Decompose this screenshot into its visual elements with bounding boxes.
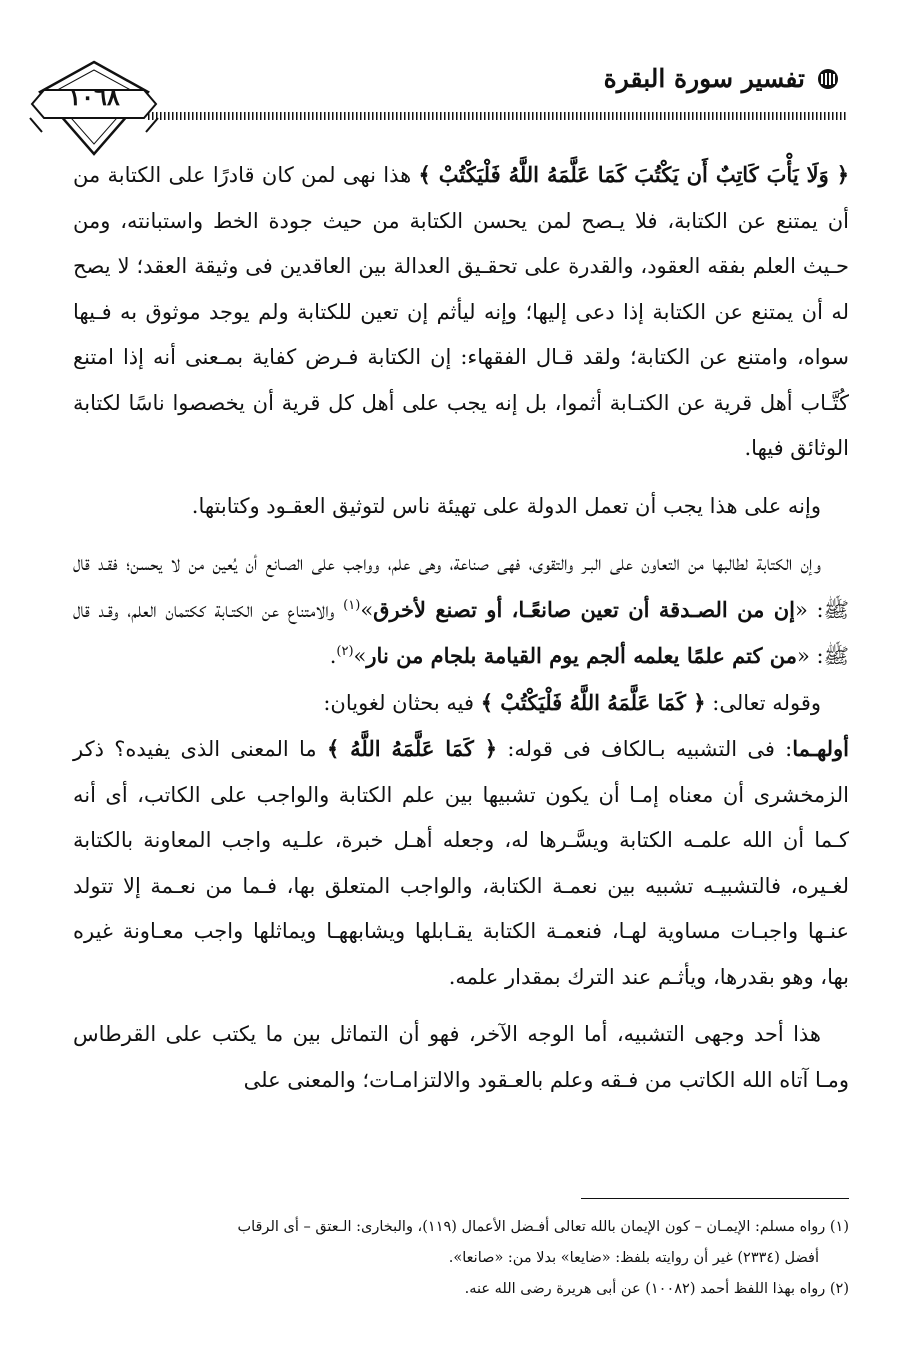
paragraph-text: . [329,644,337,668]
footnote-1: (١) رواه مسلم: الإيمـان – كون الإيمان بالله تعالى أفـضل الأعمال (١١٩)، والبخارى: الـعتق – أى الرقاب [237,1219,849,1235]
paragraph-text: هذا نهى لمن كان قادرًا على الكتابة من أن يمتنع عن الكتابة، فلا يـصح لمن يحسن الكتابة من حيث جودة الخط واستبانته، ومن حـيث العلم بفقه العقود، والقدرة على تحقـيق العدالة بين العاقدين فى وثيقة العقد؛ لا يصح له أن يمتنع عن الكتابة إذا دعى إليها؛ وإنه ليأثم إن تعين للكتابة ولم يوجد موثوق به فـيها سواه، وامتنع عن الكتابة؛ ولقد قـال الفقهاء: إن الكتابة فـرض كفاية بمـعنى أنه إذا امتنع كُتَّـاب أهل قرية عن الكتـابة أثموا، بل إنه يجب على أهل كل قرية أن يخصصوا ناسًا لكتابة الوثائق فيها. [73,163,849,460]
footnote-1-continued: أفضل (٢٣٣٤) غير أن روايته بلفظ: «ضايعا» بدلا من: «صانعا». [448,1250,819,1266]
page-header [0,0,923,160]
ornament-icon [815,66,841,92]
running-title [604,64,841,93]
running-title-text: تفسير سورة البقرة [603,64,805,93]
footnote-2: (٢) رواه بهذا اللفظ أحمد (١٠٠٨٢) عن أبى هريرة رضى الله عنه. [464,1281,849,1297]
paragraph-2: وإنه على هذا يجب أن تعمل الدولة على تهيئة ناس لتوثيق العقـود وكتابتها. [191,493,821,518]
hadith-text: إن من الصـدقة أن تعين صانعًـا، أو تصنع لأخرق [373,596,795,622]
paragraph-text: والامتناع عن الكتـابة ككتمان العلم، وقـد قال ﷺ: « [73,597,849,668]
footnotes [73,1212,849,1305]
paragraph-text: : فى التشبيه بـالكاف فى قوله: [497,737,793,761]
paragraph-6: هذا أحد وجهى التشبيه، أما الوجه الآخر، فهو أن التماثل بين ما يكتب على القرطاس ومـا آتاه الله الكاتب من فـقه وعلم بالعـقود والالتزامـات؛ والمعنى على [73,1022,849,1092]
paragraph-4 [73,680,849,727]
paragraph-3 [73,541,849,680]
quran-verse: ﴿ كَمَا عَلَّمَهُ اللَّهُ فَلْيَكْتُبْ ﴾ [480,689,706,715]
paragraph-5 [73,726,849,1000]
paragraph-text: وإن الكتابة لطالبها من التعاون على البـر والتقوى، فهى صناعة، وهى علم، وواجب على الصـانع أن يُعين من لا يحسن؛ فقـد قال ﷺ: « [73,551,850,622]
quote-mark: » [353,644,367,668]
main-text [73,152,849,1103]
paragraph-text: ما المعنى الذى يفيده؟ ذكر الزمخشرى أن معناه إمـا أن يكون تشبيها بين علم الكتابة والواجب على الكاتب، أى أنه كـما أن الله علمـه الكتابة ويسَّـرها له، وجعله أهـل خبرة، علـيه واجب المعاونة بالكتابة لغـيره، فالتشبيـه تشبيه بين نعمـة الكتابة، والواجب المتعلق بها، فـما من نعـمة إلا تتولد عنـها واجبـات مساوية لهـا، فنعمـة الكتابة يقـابلها ويشابههـا ويماثلها واجب معـاونة غيره بها، وهو بقدرها، ويأثـم عند الترك بمقدار علمه. [73,737,849,989]
paragraph-text: وقوله تعالى: [705,690,821,715]
paragraph-1 [73,152,849,472]
hadith-text: من كتم علمًا يعلمه ألجم يوم القيامة بلجام من نار [366,643,798,668]
footnote-divider [581,1198,849,1199]
page-number: ١٠٦٨ [68,82,120,111]
footnote-ref-1[interactable]: (١) [343,597,361,613]
quran-verse: ﴿ كَمَا عَلَّمَهُ اللَّهُ ﴾ [326,736,498,761]
quran-verse: ﴿ وَلَا يَأْبَ كَاتِبٌ أَن يَكْتُبَ كَمَا عَلَّمَهُ اللَّهُ فَلْيَكْتُبْ ﴾ [418,162,849,187]
quote-mark: » [360,597,374,622]
section-lead: أولهـما [792,736,849,761]
paragraph-text: فيه بحثان لغويان: [323,690,481,715]
header-rule [148,112,847,120]
footnote-ref-2[interactable]: (٢) [336,644,354,659]
